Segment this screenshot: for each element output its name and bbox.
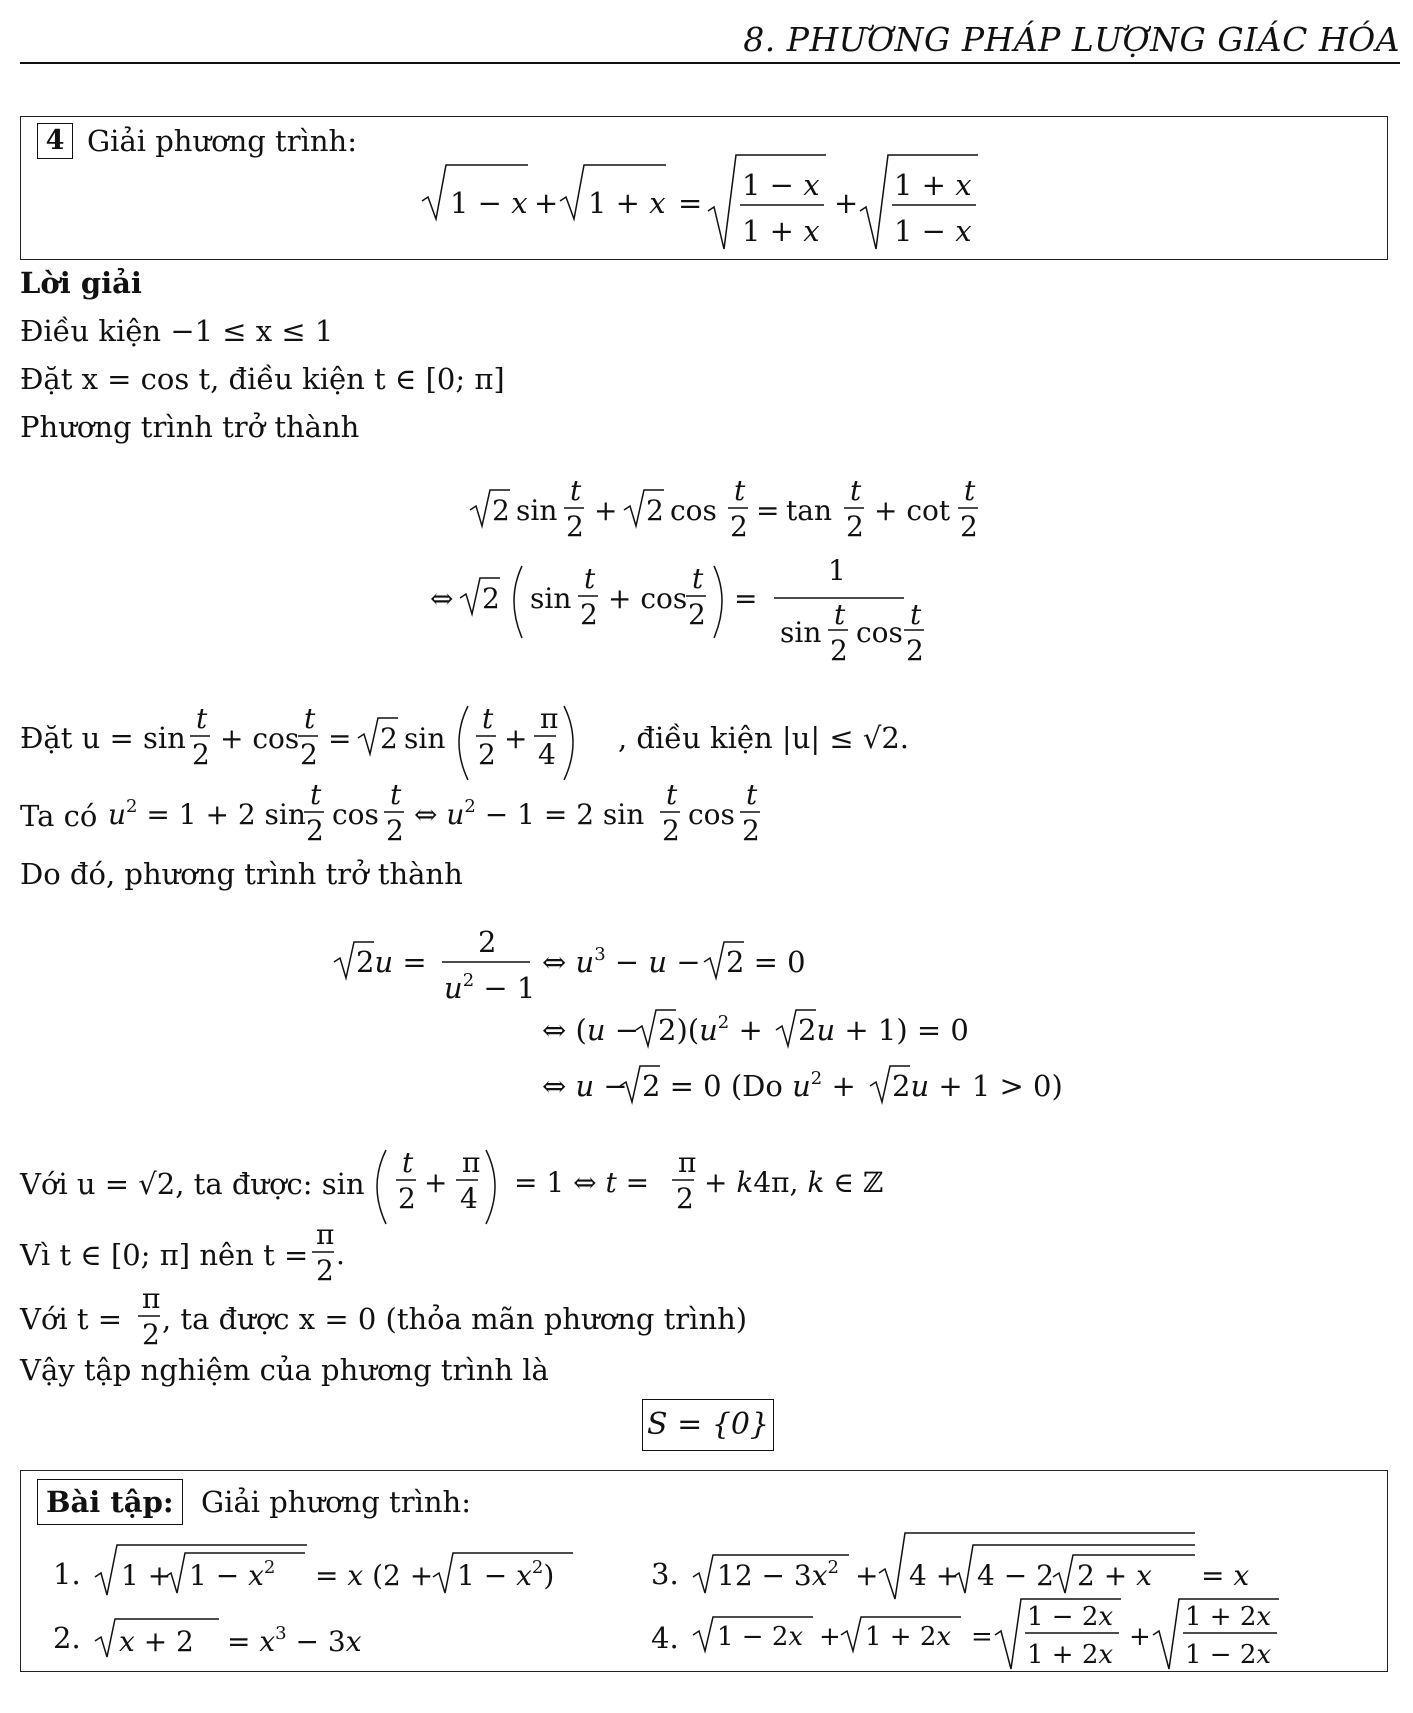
exercise-item-4-equation — [691, 1595, 1341, 1671]
svg-text:cos: cos — [332, 798, 379, 831]
svg-text:= x (2 +: = x (2 + — [315, 1559, 434, 1592]
svg-text:+ cot: + cot — [874, 494, 951, 527]
svg-text:= x3 − 3x: = $x^3 - 3x$ — [227, 1623, 362, 1658]
svg-text:2: 2 — [580, 598, 598, 631]
exercise-label: Bài tập: — [37, 1479, 183, 1525]
svg-text:=: = — [756, 494, 780, 527]
svg-text:cos: cos — [670, 494, 717, 527]
svg-text:cos: cos — [688, 798, 735, 831]
svg-text:1 − x: 1 − x — [450, 186, 528, 220]
do-do-line: Do đó, phương trình trở thành — [20, 857, 463, 891]
svg-text:t: t — [834, 598, 846, 631]
svg-text:1 + 2x: 1 + 2x — [1027, 1640, 1114, 1670]
exercise-box — [20, 1470, 1388, 1672]
svg-text:cos: cos — [856, 616, 903, 649]
svg-text:2 = 0: 2 = 0 — [726, 945, 806, 979]
svg-text:2: 2 — [306, 814, 324, 847]
svg-text:2: 2 — [830, 634, 848, 667]
svg-text:sin: sin — [780, 616, 822, 649]
conclusion-line: Vậy tập nghiệm của phương trình là — [20, 1353, 549, 1387]
page-header — [20, 18, 1400, 64]
exercise-item-number: 3. — [651, 1557, 679, 1591]
svg-text:2 = 0 (Do u2 +: 2 = 0 (Do $u^2$ + — [642, 1068, 856, 1103]
svg-text:t: t — [584, 562, 596, 595]
svg-text:sin: sin — [516, 494, 558, 527]
svg-text:1 + 2x: 1 + 2x — [865, 1622, 952, 1652]
svg-text:2: 2 — [482, 582, 500, 615]
svg-text:1 + 2x: 1 + 2x — [1185, 1602, 1272, 1632]
svg-text:1 + x: 1 + x — [894, 168, 972, 202]
voi-t-suffix: , ta được x = 0 (thỏa mãn phương trình) — [162, 1302, 748, 1336]
svg-text:⇔ u −: ⇔ u − — [542, 1069, 628, 1103]
svg-text:sin: sin — [530, 582, 572, 615]
substitution-u-prefix: Đặt u = sin — [20, 721, 186, 755]
answer-box: S = {0} — [642, 1399, 774, 1451]
svg-text:⇔ u3 − u −: ⇔ $u^3 - u$ − — [542, 944, 701, 979]
exercise-item-number: 4. — [651, 1621, 679, 1655]
svg-text:4: 4 — [460, 1182, 478, 1215]
vi-t-math — [312, 1218, 362, 1294]
svg-text:+ cos: + cos — [608, 582, 688, 615]
svg-text:π: π — [316, 1218, 335, 1251]
exercise-item-1-equation — [93, 1537, 593, 1601]
svg-text:tan: tan — [786, 494, 832, 527]
exercise-item-3-equation — [691, 1527, 1251, 1601]
svg-text:2: 2 — [646, 494, 664, 527]
svg-text:x + 2: x + 2 — [119, 1625, 194, 1658]
svg-text:4 − 2: 4 − 2 — [977, 1559, 1054, 1592]
svg-text:2)(u2 +: $2)(u^2$ + — [658, 1012, 763, 1047]
svg-text:sin: sin — [404, 722, 446, 755]
svg-text:1 + x: 1 + x — [742, 214, 820, 248]
svg-text:2: 2 — [478, 925, 497, 959]
svg-text:t: t — [910, 598, 922, 631]
svg-text:=: = — [328, 722, 352, 755]
svg-text:+: + — [819, 1622, 841, 1652]
substitution-u-suffix: , điều kiện |u| ≤ √2. — [618, 721, 910, 755]
voi-u-prefix: Với u = √2, ta được: sin — [20, 1167, 365, 1201]
svg-text:2: 2 — [846, 510, 864, 543]
svg-text:2u + 1 > 0): 2u + 1 > 0) — [892, 1069, 1063, 1103]
svg-text:t: t — [402, 1146, 414, 1179]
svg-text:2 + x: 2 + x — [1077, 1559, 1152, 1592]
svg-text:2u =: 2u = — [356, 945, 427, 979]
svg-text:2: 2 — [142, 1318, 160, 1351]
svg-text:π: π — [540, 702, 559, 735]
svg-text:2: 2 — [492, 494, 510, 527]
svg-text:1 − 2x: 1 − 2x — [1027, 1602, 1114, 1632]
svg-text:1 + x: 1 + x — [588, 186, 666, 220]
svg-text:2: 2 — [906, 634, 924, 667]
exercise-item-2-equation — [93, 1599, 393, 1663]
svg-text:2u + 1) = 0: 2u + 1) = 0 — [798, 1013, 969, 1047]
voi-t-prefix: Với t = — [20, 1302, 123, 1336]
solution-heading: Lời giải — [20, 266, 142, 300]
svg-text:π: π — [142, 1282, 161, 1315]
svg-text:1 − x: 1 − x — [894, 214, 972, 248]
substitution-line: Đặt x = cos t, điều kiện t ∈ [0; π] — [20, 362, 505, 396]
svg-text:=: = — [971, 1622, 993, 1652]
svg-text:+: + — [534, 186, 559, 220]
exercise-prompt: Giải phương trình: — [201, 1485, 471, 1519]
svg-text:.: . — [336, 1238, 345, 1271]
svg-text:⇔: ⇔ — [430, 582, 454, 615]
exercise-item-number: 1. — [53, 1557, 81, 1591]
svg-text:⇔ u2 − 1 = 2 sin: ⇔ $u^2 - 1 = 2$ sin — [414, 796, 645, 831]
exercise-item-number: 2. — [53, 1621, 81, 1655]
svg-text:2: 2 — [398, 1182, 416, 1215]
svg-text:t: t — [310, 778, 322, 811]
problem-prompt: Giải phương trình: — [87, 124, 357, 158]
svg-text:t: t — [964, 474, 976, 507]
svg-text:t: t — [482, 702, 494, 735]
svg-text:2: 2 — [742, 814, 760, 847]
svg-text:=: = — [734, 582, 758, 615]
svg-text:2: 2 — [676, 1182, 694, 1215]
svg-text:t: t — [734, 474, 746, 507]
svg-text:2: 2 — [688, 598, 706, 631]
svg-text:1 − x: 1 − x — [742, 168, 820, 202]
problem-number: 4 — [37, 123, 73, 159]
svg-text:t: t — [304, 702, 316, 735]
svg-text:+: + — [594, 494, 618, 527]
condition-line: Điều kiện −1 ≤ x ≤ 1 — [20, 314, 334, 348]
svg-text:t: t — [570, 474, 582, 507]
svg-text:u2 − 1: $u^2 - 1$ — [444, 970, 536, 1005]
svg-text:1: 1 — [828, 554, 846, 587]
svg-text:π: π — [678, 1146, 697, 1179]
svg-text:+ cos: + cos — [220, 722, 300, 755]
svg-text:4: 4 — [538, 738, 556, 771]
svg-text:4 +: 4 + — [909, 1559, 960, 1592]
problem-box — [20, 116, 1388, 260]
section-title: 8. PHƯƠNG PHÁP LƯỢNG GIÁC HÓA — [743, 20, 1400, 59]
svg-text:t: t — [666, 778, 678, 811]
svg-text:2: 2 — [566, 510, 584, 543]
svg-text:= x: = x — [1201, 1559, 1250, 1592]
svg-text:2: 2 — [380, 722, 398, 755]
svg-text:1 − x2: $1 - x^2$ — [189, 1557, 276, 1592]
ta-co-math — [108, 776, 768, 854]
substitution-u-math — [188, 700, 628, 784]
cubic-equation-block — [330, 912, 1090, 1112]
svg-text:=: = — [678, 186, 703, 220]
svg-text:t: t — [196, 702, 208, 735]
transform-intro: Phương trình trở thành — [20, 410, 360, 444]
svg-text:+: + — [1129, 1622, 1151, 1652]
svg-text:u2 = 1 + 2 sin: $u^2 = 1 + 2$ sin — [108, 796, 306, 831]
svg-text:+: + — [504, 722, 528, 755]
svg-text:+ k4π, k ∈ ℤ: + k4π, k ∈ ℤ — [704, 1166, 884, 1199]
svg-text:t: t — [746, 778, 758, 811]
trig-equation-block — [430, 470, 990, 670]
svg-text:= 1 ⇔ t =: = 1 ⇔ t = — [514, 1166, 650, 1199]
svg-text:12 − 3x2: $12 - 3x^2$ — [717, 1557, 839, 1592]
svg-text:1 − x2): $1 - x^2$) — [457, 1557, 555, 1592]
svg-text:2: 2 — [730, 510, 748, 543]
svg-text:2: 2 — [960, 510, 978, 543]
svg-text:2: 2 — [478, 738, 496, 771]
svg-text:+: + — [855, 1559, 879, 1592]
voi-u-math — [372, 1144, 912, 1228]
vi-t-prefix: Vì t ∈ [0; π] nên t = — [20, 1238, 309, 1272]
svg-text:1 +: 1 + — [121, 1559, 172, 1592]
svg-text:2: 2 — [662, 814, 680, 847]
svg-text:2: 2 — [386, 814, 404, 847]
ta-co-prefix: Ta có — [20, 799, 98, 833]
svg-text:+: + — [424, 1166, 448, 1199]
problem-equation — [416, 151, 1036, 255]
svg-text:1 − 2x: 1 − 2x — [717, 1622, 804, 1652]
svg-text:2: 2 — [300, 738, 318, 771]
svg-text:2: 2 — [316, 1254, 334, 1287]
svg-text:1 − 2x: 1 − 2x — [1185, 1640, 1272, 1670]
svg-text:π: π — [462, 1146, 481, 1179]
svg-text:t: t — [390, 778, 402, 811]
svg-text:⇔ (u −: ⇔ (u − — [542, 1013, 640, 1047]
svg-text:2: 2 — [192, 738, 210, 771]
svg-text:t: t — [692, 562, 704, 595]
svg-text:+: + — [834, 186, 859, 220]
svg-text:t: t — [850, 474, 862, 507]
